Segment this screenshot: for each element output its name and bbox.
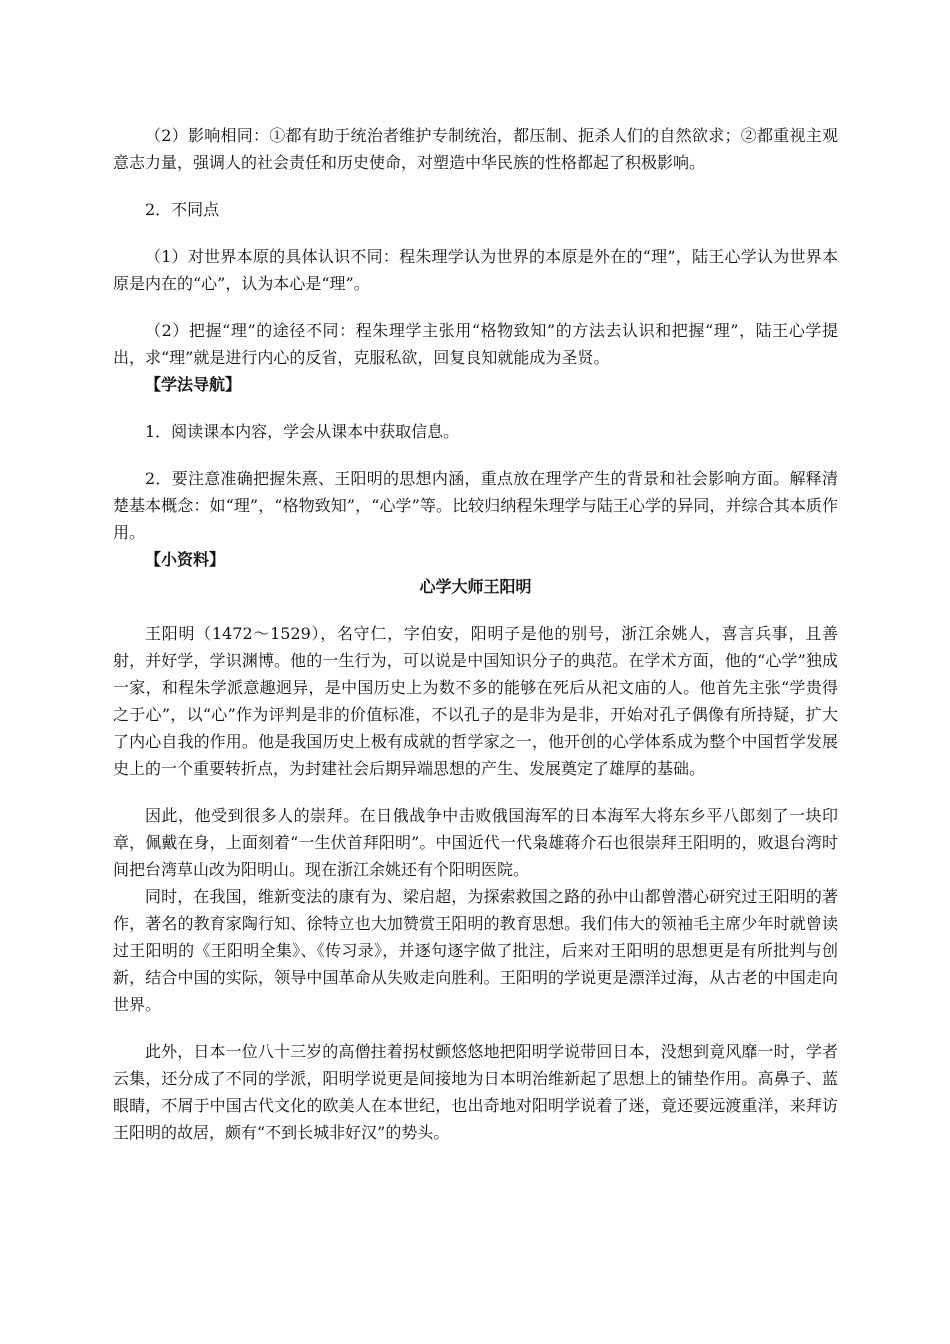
paragraph-influence-same: （2）影响相同：①都有助于统治者维护专制统治，都压制、扼杀人们的自然欲求；②都重视主观意志力量，强调人的社会责任和历史使命，对塑造中华民族的性格都起了积极影响。: [113, 126, 838, 172]
section-heading-differences: 2．不同点: [145, 200, 220, 219]
paragraph-difference-origin: （1）对世界本原的具体认识不同：程朱理学认为世界的本原是外在的“理”，陆王心学认为世界本原是内在的“心”，认为本心是“理”。: [113, 247, 838, 293]
article-title: 心学大师王阳明: [419, 577, 532, 596]
paragraph-japan-influence: 此外，日本一位八十三岁的高僧拄着拐杖颤悠悠地把阳明学说带回日本，没想到竟风靡一时，学者云集，还分成了不同的学派，阳明学说更是间接地为日本明治维新起了思想上的铺垫作用。高鼻子、蓝眼睛，不屑于中国古代文化的欧美人在本世纪，也出奇地对阳明学说着了迷，竟还要远渡重洋，来拜访王阳明的故居，颇有“不到长城非好汉”的势头。: [113, 1042, 838, 1142]
paragraph-difference-method: （2）把握“理”的途径不同：程朱理学主张用“格物致知”的方法去认识和把握“理”，陆王心学提出，求“理”就是进行内心的反省，克服私欲，回复良知就能成为圣贤。: [113, 321, 838, 367]
paragraph-guide-1: 1．阅读课本内容，学会从课本中获取信息。: [145, 422, 460, 441]
document-page: [113, 122, 838, 1146]
paragraph-china-influence: 同时，在我国，维新变法的康有为、梁启超，为探索救国之路的孙中山都曾潜心研究过王阳明的著作，著名的教育家陶行知、徐特立也大加赞赏王阳明的教育思想。我们伟大的领袖毛主席少年时就曾读过王阳明的《王阳明全集》、《传习录》，并逐句逐字做了批注，后来对王阳明的思想更是有所批判与创新，结合中国的实际，领导中国革命从失败走向胜利。王阳明的学说更是漂洋过海，从古老的中国走向世界。: [113, 887, 838, 1014]
heading-small-materials: 【小资料】: [145, 550, 226, 569]
paragraph-biography: 王阳明（1472～1529），名守仁，字伯安，阳明子是他的别号，浙江余姚人，喜言兵事，且善射，并好学，学识渊博。他的一生行为，可以说是中国知识分子的典范。在学术方面，他的“心学”独成一家，和程朱学派意趣迥异，是中国历史上为数不多的能够在死后从祀文庙的人。他首先主张“学贵得之于心”，以“心”作为评判是非的价值标准，不以孔子的是非为是非，开始对孔子偶像有所持疑，扩大了内心自我的作用。他是我国历史上极有成就的哲学家之一，他开创的心学体系成为整个中国哲学发展史上的一个重要转折点，为封建社会后期异端思想的产生、发展奠定了雄厚的基础。: [113, 624, 838, 778]
heading-study-guide: 【学法导航】: [145, 375, 242, 394]
paragraph-guide-2: 2．要注意准确把握朱熹、王阳明的思想内涵，重点放在理学产生的背景和社会影响方面。解释清楚基本概念：如“理”，“格物致知”，“心学”等。比较归纳程朱理学与陆王心学的异同，并综合其本质作用。: [113, 469, 838, 542]
paragraph-admiration: 因此，他受到很多人的崇拜。在日俄战争中击败俄国海军的日本海军大将东乡平八郎刻了一块印章，佩戴在身，上面刻着“一生伏首拜阳明”。中国近代一代枭雄蒋介石也很崇拜王阳明的，败退台湾时间把台湾草山改为阳明山。现在浙江余姚还有个阳明医院。: [113, 806, 838, 879]
